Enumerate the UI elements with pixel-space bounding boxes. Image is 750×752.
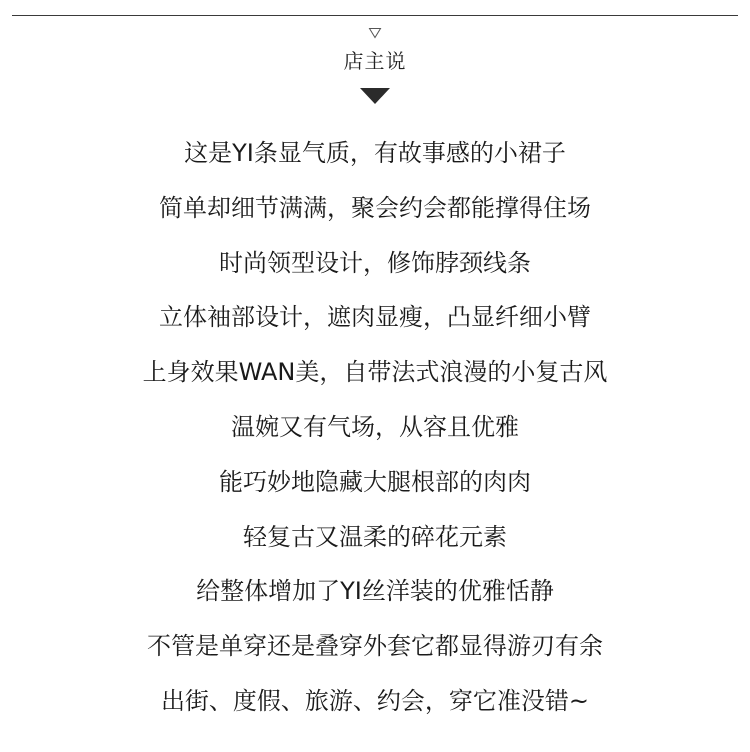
- section-title: 店主说: [343, 49, 407, 73]
- description-line-8: 轻复古又温柔的碎花元素: [243, 522, 507, 551]
- description-line-3: 时尚领型设计，修饰脖颈线条: [219, 248, 531, 277]
- description-line-10: 不管是单穿还是叠穿外套它都显得游刃有余: [147, 632, 603, 661]
- description-line-1: 这是YI条显气质，有故事感的小裙子: [184, 139, 566, 167]
- description-line-11: 出街、度假、旅游、约会，穿它准没错~: [160, 686, 590, 715]
- description-line-7: 能巧妙地隐藏大腿根部的肉肉: [219, 467, 531, 496]
- top-divider: [12, 15, 738, 16]
- description-line-4: 立体袖部设计，遮肉显瘦，凸显纤细小臂: [159, 303, 591, 332]
- down-triangle-icon: [360, 88, 390, 104]
- description-line-2: 简单却细节满满，聚会约会都能撑得住场: [159, 193, 591, 222]
- description-line-6: 温婉又有气场，从容且优雅: [231, 412, 519, 441]
- description-text: [0, 134, 750, 737]
- description-line-9: 给整体增加了YI丝洋装的优雅恬静: [196, 577, 554, 606]
- description-line-5: 上身效果WAN美，自带法式浪漫的小复古风: [142, 358, 608, 387]
- small-down-triangle-icon: [368, 27, 382, 39]
